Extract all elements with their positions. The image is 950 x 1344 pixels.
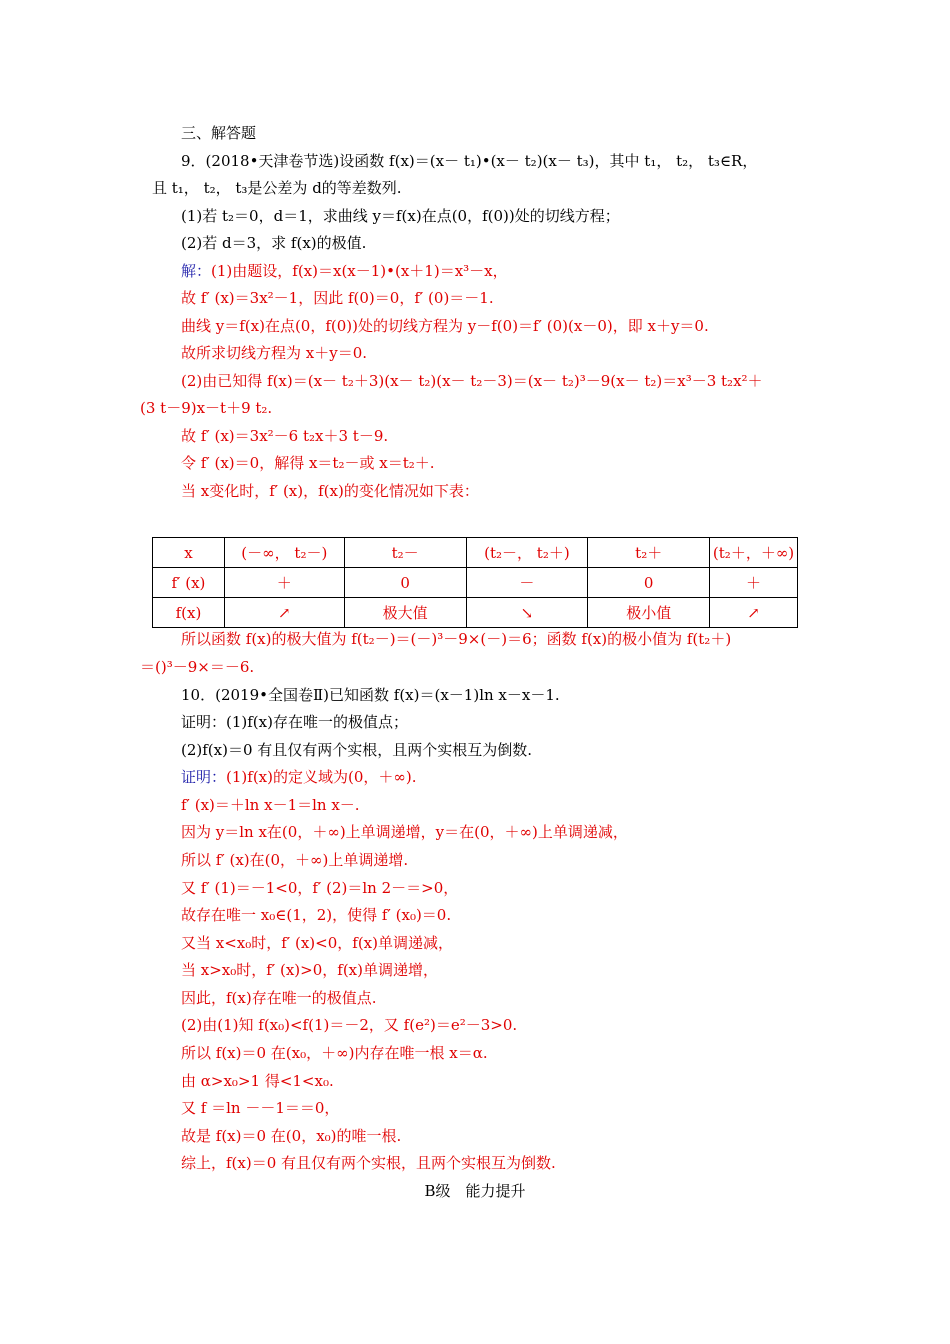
table-cell: 极小值 — [588, 598, 710, 628]
q10-proof-text: (1)f(x)的定义域为(0，＋∞). — [226, 768, 417, 786]
q10-proof-line2: f′ (x)＝＋ln x－1＝ln x－. — [181, 796, 360, 814]
q9-solution-line5: (2)由已知得 f(x)＝(x－ t₂＋3)(x－ t₂)(x－ t₂－3)＝(x－ t₂)³－9(x－ t₂)＝x³－3 t₂x²＋ — [181, 372, 763, 390]
table-cell: f(x) — [153, 598, 225, 628]
table-row — [153, 568, 798, 598]
solution-label: 解： — [181, 262, 212, 280]
q9-solution-line7: 故 f′ (x)＝3x²－6 t₂x＋3 t－9. — [181, 427, 389, 445]
table-cell: t₂＋ — [588, 538, 710, 568]
q9-solution-line6: (3 t－9)x－t＋9 t₂. — [140, 399, 273, 417]
q10-proof-line14: 故是 f(x)＝0 在(0，x₀)的唯一根. — [181, 1127, 402, 1145]
table-row — [153, 538, 798, 568]
q9-conclusion-line1: 所以函数 f(x)的极大值为 f(t₂－)＝(－)³－9×(－)＝6；函数 f(x)的极小值为 f(t₂＋) — [181, 630, 732, 648]
table-cell: ＋ — [224, 568, 344, 598]
table-cell: 极大值 — [344, 598, 466, 628]
q10-proof-line6: 故存在唯一 x₀∈(1，2)，使得 f′ (x₀)＝0. — [181, 906, 452, 924]
q10-proof-line7: 又当 x<x₀时，f′ (x)<0，f(x)单调递减， — [181, 934, 453, 952]
q10-proof-line12: 由 α>x₀>1 得<1<x₀. — [181, 1072, 334, 1090]
q10-proof-line1 — [181, 767, 417, 787]
q9-solution-line1 — [181, 261, 508, 281]
table-cell: f′ (x) — [153, 568, 225, 598]
q10-proof-line9: 因此，f(x)存在唯一的极值点. — [181, 989, 377, 1007]
q10-proof-line4: 所以 f′ (x)在(0，＋∞)上单调递增. — [181, 851, 409, 869]
table-cell: ↘ — [466, 598, 588, 628]
q9-solution-line4: 故所求切线方程为 x＋y＝0. — [181, 344, 368, 362]
q9-solution-line9: 当 x变化时，f′ (x)，f(x)的变化情况如下表： — [181, 482, 479, 500]
table-row — [153, 598, 798, 628]
table-cell: (t₂＋，＋∞) — [710, 538, 798, 568]
q9-part1: (1)若 t₂＝0，d＝1，求曲线 y＝f(x)在点(0，f(0))处的切线方程； — [181, 207, 620, 225]
variation-table — [152, 537, 798, 628]
q10-part2: (2)f(x)＝0 有且仅有两个实根，且两个实根互为倒数. — [181, 741, 533, 759]
q10-statement: 10．(2019•全国卷Ⅱ)已知函数 f(x)＝(x－1)ln x－x－1. — [181, 686, 560, 704]
q9-statement-line1: 9．(2018•天津卷节选)设函数 f(x)＝(x－ t₁)•(x－ t₂)(x－ t₃)，其中 t₁， t₂， t₃∈R， — [181, 152, 758, 170]
q10-proof-line3: 因为 y＝ln x在(0，＋∞)上单调递增，y＝在(0，＋∞)上单调递减， — [181, 823, 628, 841]
q9-statement-line2: 且 t₁， t₂， t₃是公差为 d的等差数列. — [152, 179, 402, 197]
q9-solution-line2: 故 f′ (x)＝3x²－1，因此 f(0)＝0，f′ (0)＝－1. — [181, 289, 494, 307]
q9-part2: (2)若 d＝3，求 f(x)的极值. — [181, 234, 367, 252]
q10-proof-line10: (2)由(1)知 f(x₀)<f(1)＝－2，又 f(e²)＝e²－3>0. — [181, 1016, 518, 1034]
q10-proof-line13: 又 f ＝ln －－1＝＝0， — [181, 1099, 340, 1117]
q10-proof-line5: 又 f′ (1)＝－1<0，f′ (2)＝ln 2－＝>0， — [181, 879, 459, 897]
table-cell: x — [153, 538, 225, 568]
level-b-heading: B级 能力提升 — [424, 1182, 526, 1200]
q9-solution-line3: 曲线 y＝f(x)在点(0，f(0))处的切线方程为 y－f(0)＝f′ (0)(x－0)，即 x＋y＝0. — [181, 317, 709, 335]
table-cell: 0 — [344, 568, 466, 598]
q10-part1: 证明：(1)f(x)存在唯一的极值点； — [181, 713, 408, 731]
table-cell: ↗ — [224, 598, 344, 628]
table-cell: 0 — [588, 568, 710, 598]
section-title: 三、解答题 — [181, 124, 257, 142]
q9-conclusion-line2: ＝()³－9×＝－6. — [140, 658, 255, 676]
q9-solution-text: (1)由题设，f(x)＝x(x－1)•(x＋1)＝x³－x， — [211, 262, 508, 280]
table-cell: － — [466, 568, 588, 598]
proof-label: 证明： — [181, 768, 227, 786]
table-cell: ＋ — [710, 568, 798, 598]
table-cell: (－∞， t₂－) — [224, 538, 344, 568]
table-cell: ↗ — [710, 598, 798, 628]
q10-proof-line11: 所以 f(x)＝0 在(x₀，＋∞)内存在唯一根 x＝α. — [181, 1044, 488, 1062]
table-cell: t₂－ — [344, 538, 466, 568]
q10-proof-line8: 当 x>x₀时，f′ (x)>0，f(x)单调递增， — [181, 961, 438, 979]
q9-solution-line8: 令 f′ (x)＝0，解得 x＝t₂－或 x＝t₂＋. — [181, 454, 435, 472]
q10-proof-line15: 综上，f(x)＝0 有且仅有两个实根，且两个实根互为倒数. — [181, 1154, 556, 1172]
table-cell: (t₂－， t₂＋) — [466, 538, 588, 568]
